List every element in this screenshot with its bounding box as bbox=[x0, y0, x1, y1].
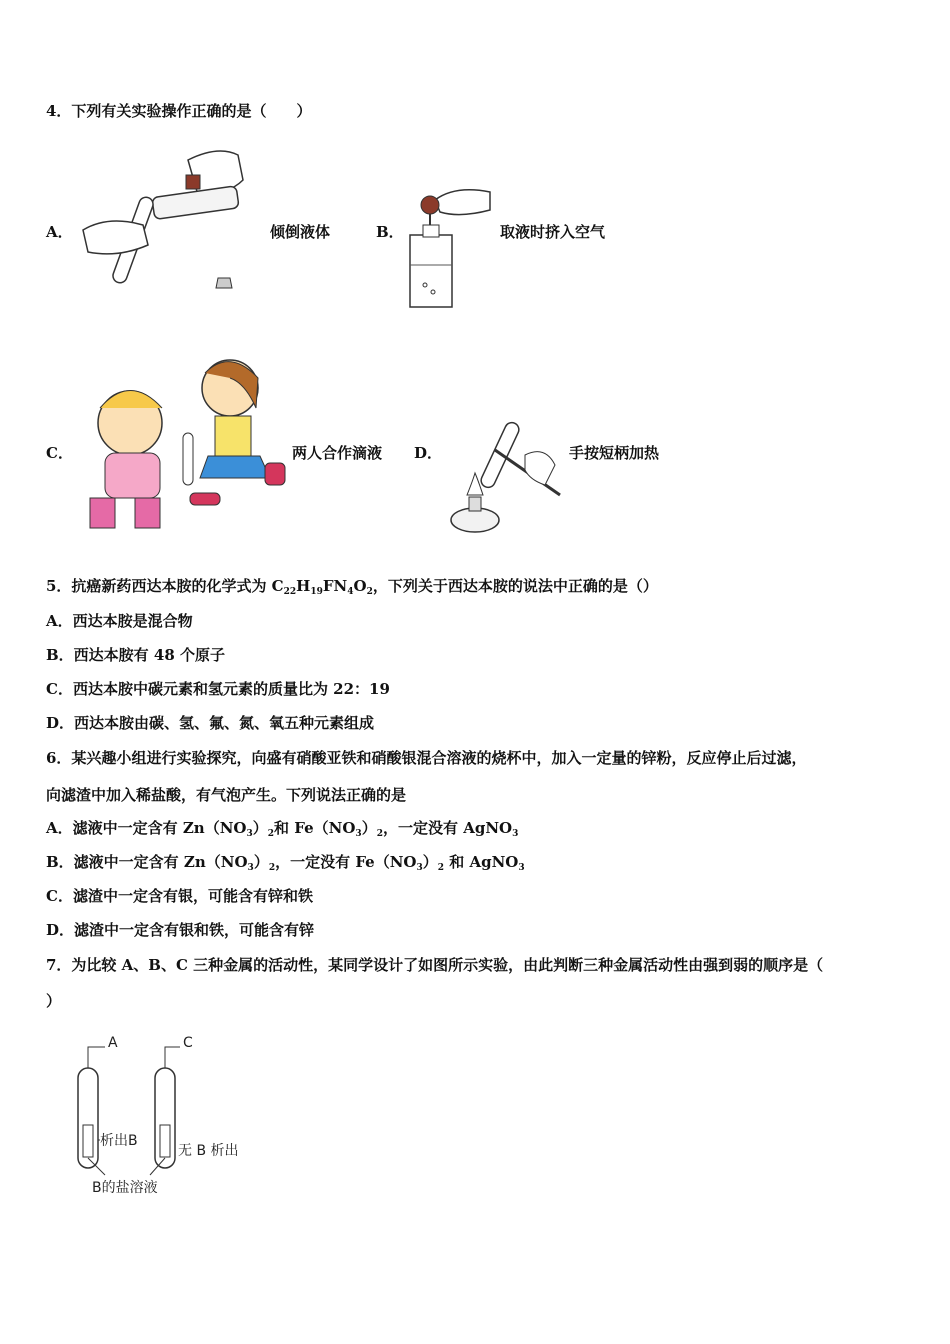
label-a: A bbox=[108, 1035, 118, 1051]
q6a-text: ） bbox=[361, 819, 377, 837]
heating-test-tube-figure bbox=[445, 415, 570, 543]
q4-stem: 4．下列有关实验操作正确的是（ ） bbox=[46, 102, 312, 120]
pouring-liquid-figure bbox=[78, 140, 248, 295]
q4-option-c-letter: C． bbox=[46, 444, 73, 462]
q6a-text: ） bbox=[252, 819, 268, 837]
two-children-dropping-figure bbox=[80, 348, 290, 538]
q6b-text: ） bbox=[422, 853, 438, 871]
q5-formula-sub: 2 bbox=[366, 587, 373, 597]
q5-formula-part: FN bbox=[322, 577, 348, 595]
q4-option-d-caption: 手按短柄加热 bbox=[569, 444, 660, 462]
q5-formula-sub: 19 bbox=[310, 587, 323, 597]
q4-option-a-caption: 倾倒液体 bbox=[270, 223, 331, 241]
q6b-sub: 3 bbox=[416, 863, 423, 873]
q6b-sub: 2 bbox=[437, 863, 445, 873]
q6b-text: 和 AgNO bbox=[444, 853, 519, 871]
q6b-sub: 3 bbox=[247, 863, 254, 873]
q6b-sub: 2 bbox=[268, 863, 276, 873]
metal-activity-figure bbox=[70, 1030, 270, 1200]
q5-formula-part: O bbox=[353, 577, 367, 595]
q5-option-a: A．西达本胺是混合物 bbox=[46, 612, 193, 630]
metal-c-strip bbox=[160, 1125, 170, 1157]
q5-formula-sub: 22 bbox=[283, 587, 297, 597]
dropper-bottle-figure bbox=[405, 180, 495, 312]
q6a-sub: 3 bbox=[355, 829, 362, 839]
q5-option-c: C．西达本胺中碳元素和氢元素的质量比为 22：19 bbox=[46, 680, 390, 698]
q7-stem-line1: 7．为比较 A、B、C 三种金属的活动性，某同学设计了如图所示实验，由此判断三种金属活动性由强到弱的顺序是（ bbox=[46, 956, 824, 974]
q6b-text: B．滤液中一定含有 Zn（NO bbox=[46, 853, 248, 871]
q5-stem bbox=[46, 576, 658, 602]
metal-a-strip bbox=[83, 1125, 93, 1157]
q6b-text: ） bbox=[253, 853, 269, 871]
q6a-text: ，一定没有 AgNO bbox=[382, 819, 513, 837]
q6-stem-line2: 向滤渣中加入稀盐酸，有气泡产生。下列说法正确的是 bbox=[46, 786, 407, 804]
q4-option-b-caption: 取液时挤入空气 bbox=[500, 223, 606, 241]
q4-option-c-caption: 两人合作滴液 bbox=[292, 444, 383, 462]
q6-option-b bbox=[46, 852, 525, 878]
q4-option-d-letter: D． bbox=[414, 444, 443, 462]
q5-stem-prefix: 5．抗癌新药西达本胺的化学式为 C bbox=[46, 577, 284, 595]
q6b-sub: 3 bbox=[518, 863, 525, 873]
q4-option-b-letter: B． bbox=[376, 223, 404, 241]
q5-formula-sub: 4 bbox=[347, 587, 354, 597]
q6-option-a bbox=[46, 818, 518, 844]
q6a-sub: 3 bbox=[512, 829, 519, 839]
q6a-sub: 2 bbox=[267, 829, 275, 839]
q6-option-d: D．滤渣中一定含有银和铁，可能含有锌 bbox=[46, 921, 315, 939]
q6-stem-line1: 6．某兴趣小组进行实验探究，向盛有硝酸亚铁和硝酸银混合溶液的烧杯中，加入一定量的锌粉，反应停止后过滤， bbox=[46, 749, 807, 767]
label-precip-b: 析出B bbox=[100, 1133, 138, 1149]
q6a-sub: 2 bbox=[376, 829, 383, 839]
q5-stem-suffix: ，下列关于西达本胺的说法中正确的是（） bbox=[372, 577, 658, 595]
q5-option-b: B．西达本胺有 48 个原子 bbox=[46, 646, 225, 664]
q6a-sub: 3 bbox=[246, 829, 253, 839]
label-c: C bbox=[183, 1035, 193, 1051]
label-b-solution: B的盐溶液 bbox=[92, 1180, 158, 1196]
label-no-precip-b: 无 B 析出 bbox=[178, 1143, 239, 1159]
q7-stem-line2: ） bbox=[46, 992, 62, 1010]
q6a-text: 和 Fe（NO bbox=[274, 819, 356, 837]
q5-option-d: D．西达本胺由碳、氢、氟、氮、氧五种元素组成 bbox=[46, 714, 375, 732]
q6-option-c: C．滤渣中一定含有银，可能含有锌和铁 bbox=[46, 887, 313, 905]
q4-option-a-letter: A． bbox=[46, 223, 73, 241]
q5-formula-part: H bbox=[296, 577, 311, 595]
q6a-text: A．滤液中一定含有 Zn（NO bbox=[46, 819, 247, 837]
q6b-text: ，一定没有 Fe（NO bbox=[275, 853, 417, 871]
